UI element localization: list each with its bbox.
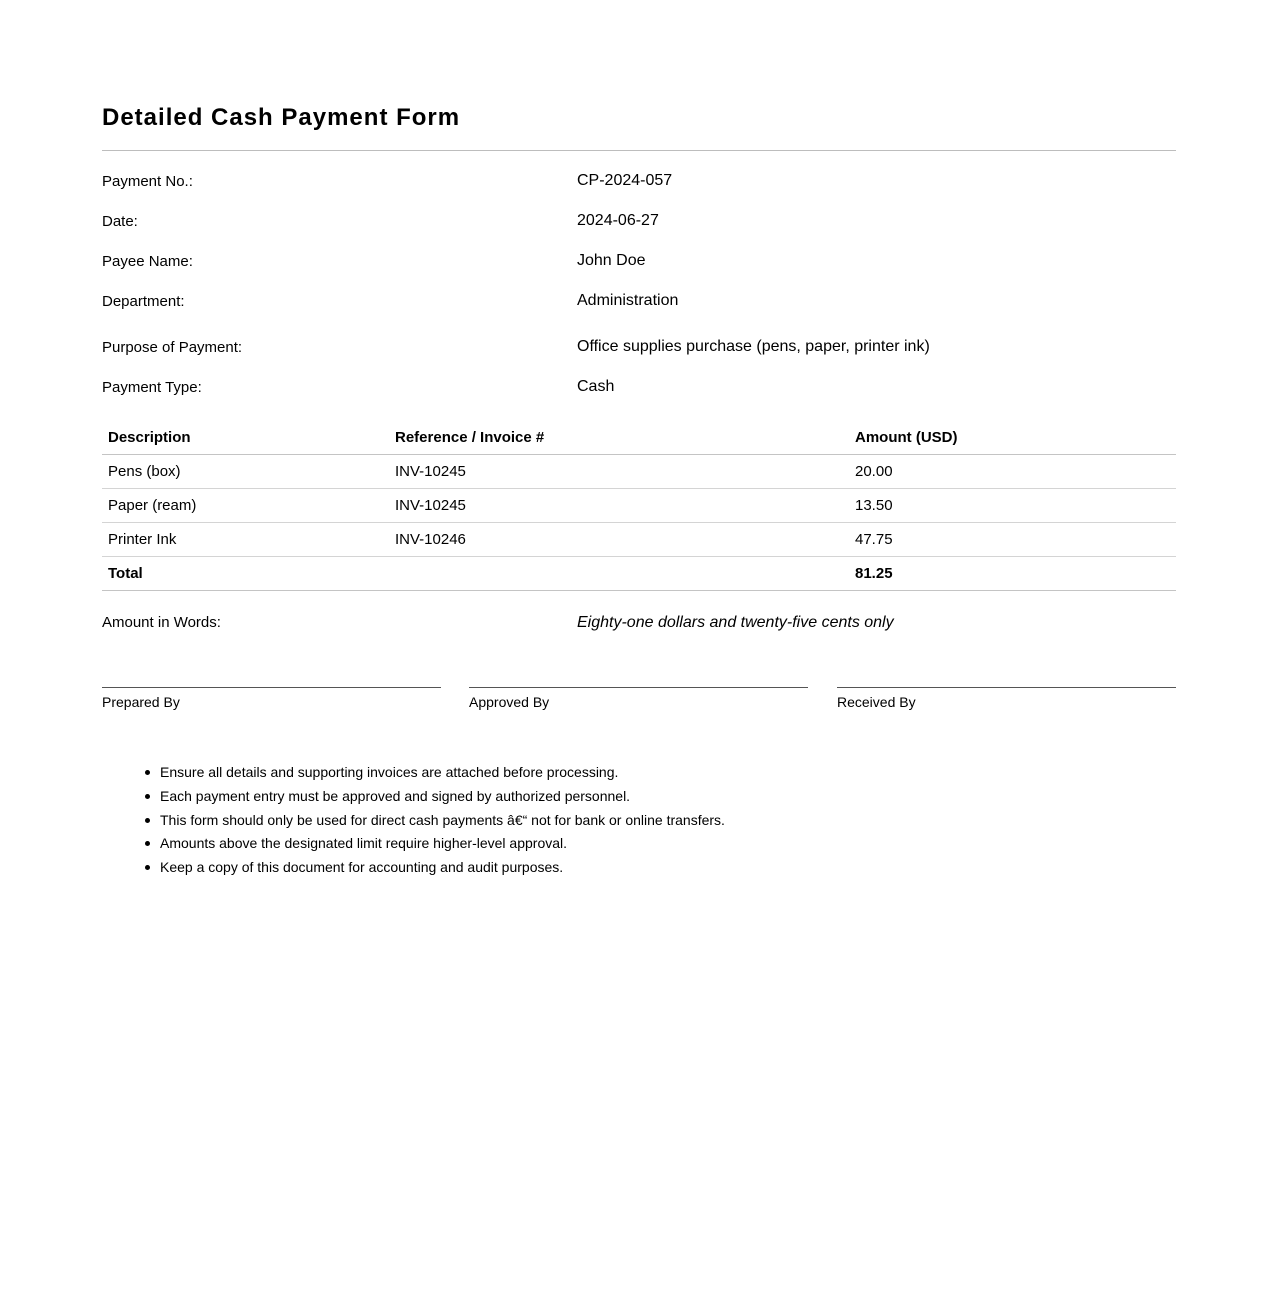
item-description: Pens (box): [102, 455, 389, 489]
item-amount: 47.75: [849, 523, 1176, 557]
amount-in-words-value: Eighty-one dollars and twenty-five cents only: [577, 614, 894, 631]
table-row: [102, 455, 1176, 489]
date-value: 2024-06-27: [577, 212, 659, 229]
purpose-label: Purpose of Payment:: [102, 339, 243, 356]
form-title: Detailed Cash Payment Form: [102, 104, 461, 131]
signature-line: [469, 687, 808, 688]
signature-line: [102, 687, 441, 688]
field-department: [102, 290, 1176, 314]
signature-received-by: [837, 687, 1176, 711]
item-description: Paper (ream): [102, 489, 389, 523]
list-item: Amounts above the designated limit require higher-level approval.: [160, 831, 725, 855]
field-payment-no: [102, 170, 1176, 194]
item-amount: 13.50: [849, 489, 1176, 523]
total-value: 81.25: [849, 557, 1176, 591]
payment-type-label: Payment Type:: [102, 379, 202, 396]
table-row: [102, 489, 1176, 523]
field-date: [102, 210, 1176, 234]
amount-header: Amount (USD): [849, 421, 1176, 455]
payment-type-value: Cash: [577, 378, 615, 395]
total-label: Total: [102, 557, 389, 591]
received-by-label: Received By: [837, 694, 916, 710]
item-reference: INV-10246: [389, 523, 849, 557]
payment-items-table: [102, 421, 1176, 591]
table-total-row: [102, 557, 1176, 591]
approved-by-label: Approved By: [469, 694, 550, 710]
signature-line: [837, 687, 1176, 688]
reference-header: Reference / Invoice #: [389, 421, 849, 455]
date-label: Date:: [102, 213, 138, 230]
description-header: Description: [102, 421, 389, 455]
list-item: Keep a copy of this document for accounting and audit purposes.: [160, 855, 725, 879]
payee-name-label: Payee Name:: [102, 253, 193, 270]
list-item: This form should only be used for direct cash payments â€“ not for bank or online transfers.: [160, 808, 725, 832]
purpose-value: Office supplies purchase (pens, paper, printer ink): [577, 338, 930, 355]
title-divider: [102, 150, 1176, 151]
field-purpose-of-payment: [102, 336, 1176, 360]
payment-no-label: Payment No.:: [102, 173, 193, 190]
amount-in-words-label: Amount in Words:: [102, 614, 221, 631]
table-header-row: [102, 421, 1176, 455]
signature-approved-by: [469, 687, 808, 711]
item-amount: 20.00: [849, 455, 1176, 489]
list-item: Each payment entry must be approved and signed by authorized personnel.: [160, 784, 725, 808]
item-description: Printer Ink: [102, 523, 389, 557]
list-item: Ensure all details and supporting invoices are attached before processing.: [160, 760, 725, 784]
department-value: Administration: [577, 292, 679, 309]
table-row: [102, 523, 1176, 557]
prepared-by-label: Prepared By: [102, 694, 180, 710]
payee-name-value: John Doe: [577, 252, 646, 269]
field-payment-type: [102, 376, 1176, 400]
payment-no-value: CP-2024-057: [577, 172, 673, 189]
total-spacer: [389, 557, 849, 591]
item-reference: INV-10245: [389, 455, 849, 489]
field-payee-name: [102, 250, 1176, 274]
signature-prepared-by: [102, 687, 441, 711]
department-label: Department:: [102, 293, 185, 310]
instructions-list: [160, 760, 725, 879]
item-reference: INV-10245: [389, 489, 849, 523]
